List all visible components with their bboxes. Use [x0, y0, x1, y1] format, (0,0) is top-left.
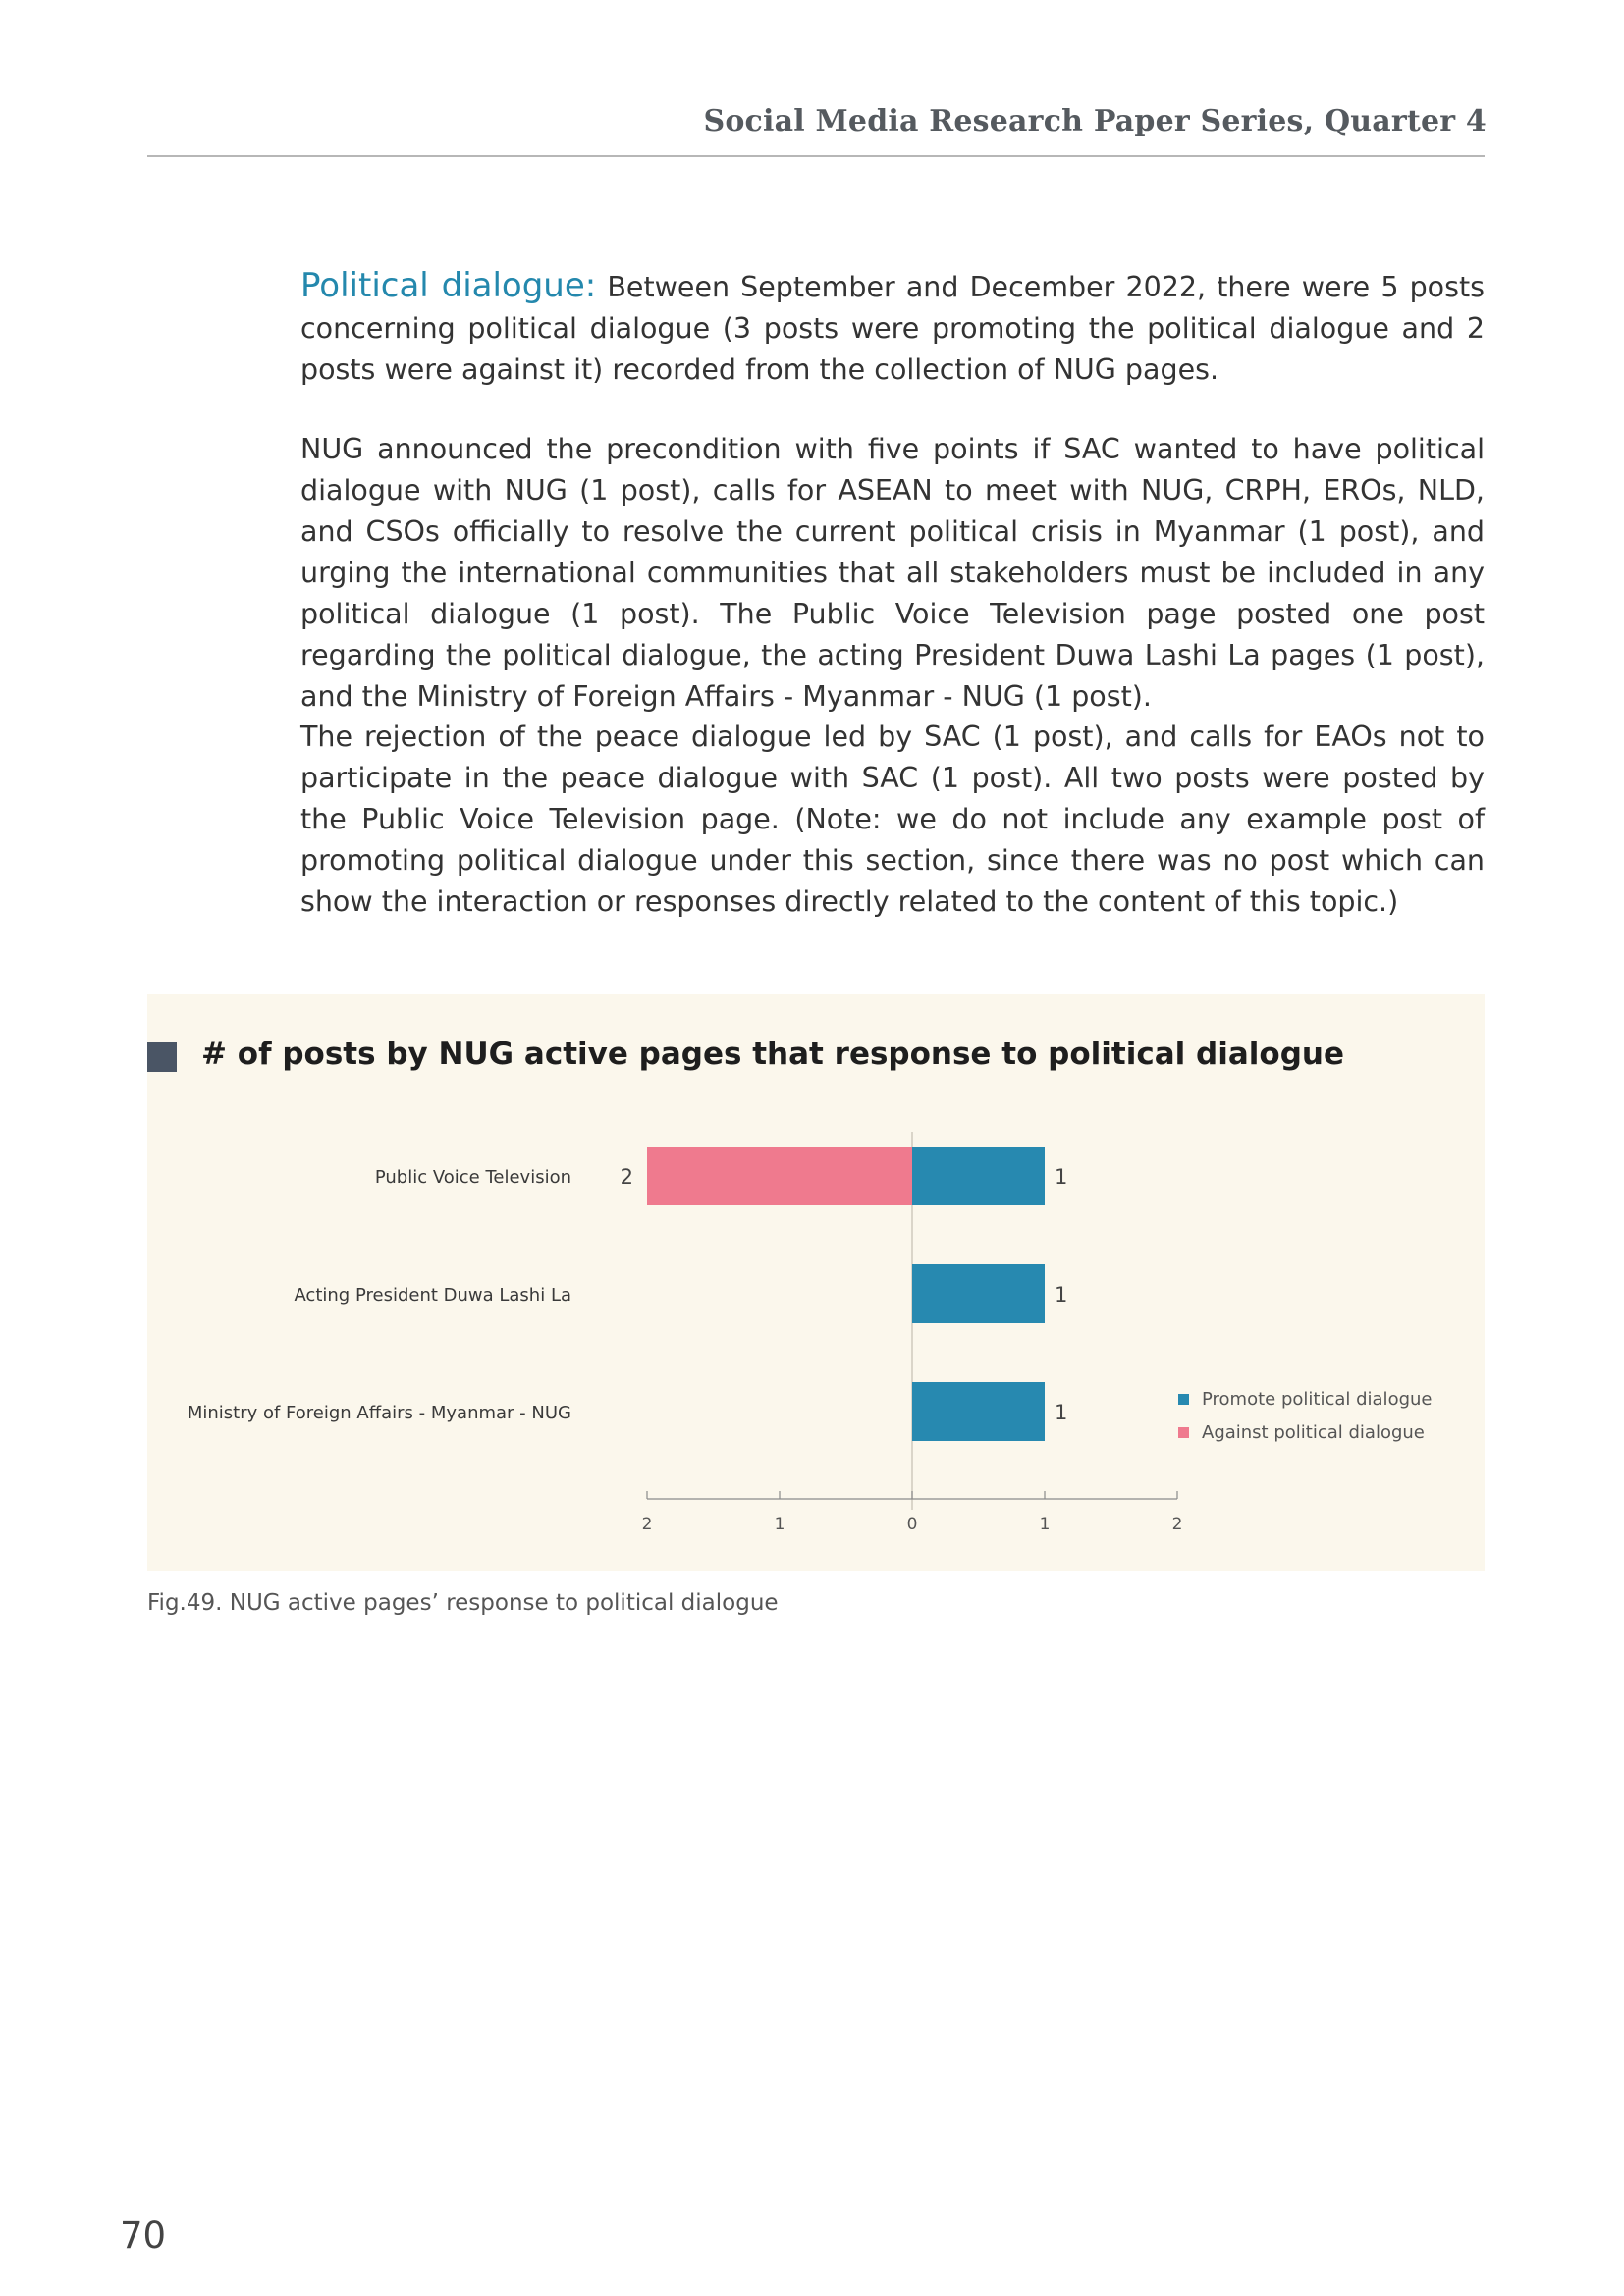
x-tick-label: 2 — [1171, 1515, 1183, 1534]
body-paragraph-2: The rejection of the peace dialogue led by SAC (1 post), and calls for EAOs not to participate in the peace dialogue with SAC (1 post). All two posts were posted by the Public Voice Television page. (Note: we do not include any example post of promoting political dialogue under this section, since there was no post which can show the interaction or responses directly related to the content of this topic.) — [300, 721, 1485, 918]
x-tick-label: 1 — [774, 1515, 785, 1534]
category-label: Public Voice Television — [374, 1167, 571, 1188]
header-title: Social Media Research Paper Series, Quarter 4 — [703, 104, 1487, 138]
legend-label: Promote political dialogue — [1202, 1389, 1433, 1410]
data-label-promote: 1 — [1055, 1283, 1068, 1307]
bar-chart — [147, 994, 1485, 1571]
chart-title-part-1: NUG — [438, 1037, 514, 1072]
chart-title-part-0: # of posts by — [201, 1037, 439, 1072]
intro-paragraph — [300, 265, 1485, 391]
chart-title-part-2: active pages that response to political dialogue — [514, 1037, 1344, 1072]
legend-swatch — [1178, 1394, 1189, 1405]
bar-promote — [912, 1264, 1045, 1323]
intro-text: Between September and December 2022, there were 5 posts concerning political dialogue (3 posts were promoting the political dialogue and 2 posts were against it) recorded from the collection of NUG pages. — [300, 271, 1485, 386]
x-tick-label: 0 — [906, 1515, 918, 1534]
data-label-against: 2 — [620, 1165, 633, 1189]
body-paragraph-1: NUG announced the precondition with five points if SAC wanted to have political dialogue with NUG (1 post), calls for ASEAN to meet with NUG, CRPH, EROs, NLD, and CSOs officially to resolve the current political crisis in Myanmar (1 post), and urging the international communities that all stakeholders must be included in any political dialogue (1 post). The Public Voice Television page posted one post regarding the political dialogue, the acting President Duwa Lashi La pages (1 post), and the Ministry of Foreign Affairs - Myanmar - NUG (1 post). — [300, 433, 1485, 713]
data-label-promote: 1 — [1055, 1401, 1068, 1424]
figure-caption: Fig.49. NUG active pages’ response to political dialogue — [147, 1590, 779, 1616]
x-tick-label: 2 — [641, 1515, 653, 1534]
legend-swatch — [1178, 1427, 1189, 1438]
category-label: Acting President Duwa Lashi La — [294, 1285, 571, 1306]
category-label: Ministry of Foreign Affairs - Myanmar - NUG — [187, 1403, 571, 1423]
bar-against — [647, 1147, 912, 1205]
header-divider — [147, 155, 1485, 157]
section-title: Political dialogue: — [300, 266, 597, 305]
page-number: 70 — [120, 2215, 167, 2257]
data-label-promote: 1 — [1055, 1165, 1068, 1189]
x-tick-label: 1 — [1039, 1515, 1051, 1534]
legend-label: Against political dialogue — [1202, 1422, 1425, 1443]
bar-promote — [912, 1382, 1045, 1441]
chart-panel — [147, 994, 1485, 1571]
bar-promote — [912, 1147, 1045, 1205]
